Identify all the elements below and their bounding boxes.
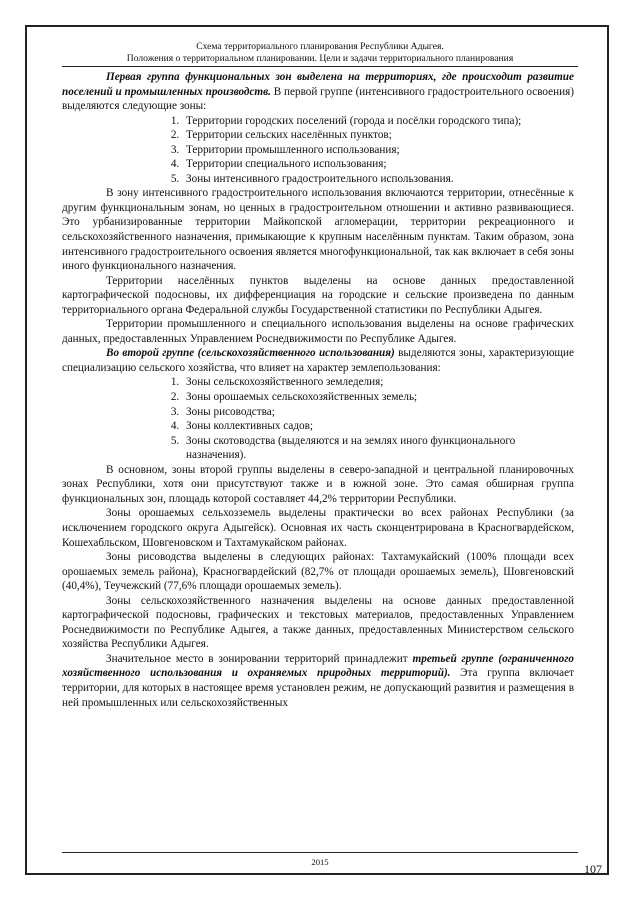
document-body bbox=[62, 70, 574, 710]
third-group-heading: третьей группе (ограниченного хозяйственного использования и охраняемых природных территорий). bbox=[62, 652, 574, 680]
first-group-intro: В первой группе (интенсивного градостроительного освоения) выделяются следующие зоны: bbox=[62, 85, 574, 113]
paragraph-industrial: Территории промышленного и специального использования выделены на основе графических данных, предоставленных Управлением Роснедвижимости по Республике Адыгея. bbox=[62, 318, 574, 345]
list-item: 3. Зоны рисоводства; bbox=[182, 405, 544, 420]
first-group-heading: Первая группа функциональных зон выделена на территориях, где происходит развитие поселений и промышленных производств. bbox=[62, 71, 574, 98]
paragraph-agricultural-sources: Зоны сельскохозяйственного назначения выделены на основе данных предоставленной картографической подосновы, графических и текстовых материалов, предоставленных Управлением Роснедвижимости по Республике Адыгея, а также данных, предоставленных Министерством сельского хозяйства Республики Адыгея. bbox=[62, 594, 574, 651]
second-group-list bbox=[62, 375, 574, 462]
list-item: 4. Зоны коллективных садов; bbox=[182, 419, 544, 434]
paragraph-third-group bbox=[62, 652, 574, 710]
paragraph-first-group bbox=[62, 70, 574, 114]
second-group-intro: выделяются зоны, характеризующие специализацию сельского хозяйства, что влияет на характер землепользования: bbox=[62, 347, 574, 374]
page-number: 107 bbox=[584, 862, 602, 876]
list-item: 5. Зоны скотоводства (выделяются и на землях иного функционального назначения). bbox=[182, 434, 544, 463]
header-title: Схема территориального планирования Республики Адыгея. bbox=[196, 41, 444, 52]
first-group-list bbox=[62, 114, 574, 187]
paragraph-intensive-zone: В зону интенсивного градостроительного использования включаются территории, отнесённые к другим функциональным зонам, но ценных в градостроительном отношении и активно развивающиеся. Это урбанизированные территории Майкопской агломерации, территории рекреационного и сельскохозяйственного назначения, примыкающие к крупным населённым пунктам. Таким образом, зона интенсивного градостроительного освоения является многофункциональной, так как включает в себя зоны иного функционального назначения. bbox=[62, 187, 574, 273]
header-subtitle: Положения о территориальном планировании. Цели и задачи территориального планирования bbox=[126, 53, 514, 64]
paragraph-second-group bbox=[62, 346, 574, 375]
header-rule bbox=[62, 66, 578, 67]
list-item: 3. Территории промышленного использования; bbox=[182, 143, 574, 158]
list-item: 2. Территории сельских населённых пунктов; bbox=[182, 128, 574, 143]
list-item: 5. Зоны интенсивного градостроительного использования. bbox=[182, 172, 574, 187]
third-group-text: Эта группа включает территории, для которых в настоящее время установлен режим, не допускающий развития и размещения в ней промышленных или сельскохозяйственных bbox=[62, 667, 574, 709]
paragraph-irrigated-lands: Зоны орошаемых сельхоззeмель выделены практически во всех районах Республики (за исключением городского округа Адыгейск). Основная их часть сконцентрирована в Красногвардейском, Кошехабльском, Шовгеновском и Тахтамукайском районах. bbox=[62, 507, 574, 549]
list-item: 1. Территории городских поселений (города и посёлки городского типа); bbox=[182, 114, 574, 129]
list-item: 1. Зоны сельскохозяйственного земледелия; bbox=[182, 375, 544, 390]
list-item: 4. Территории специального использования; bbox=[182, 157, 574, 172]
third-group-lead: Значительное место в зонировании территорий принадлежит bbox=[106, 652, 413, 665]
paragraph-rice-zones: Зоны рисоводства выделены в следующих районах: Тахтамукайский (100% площади всех орошаемых земель района), Красногвардейский (82,7% от площади орошаемых земель), Шовгеновский (40,4%), Теучежский (77,6% площади орошаемых земель). bbox=[62, 551, 574, 593]
paragraph-settlements: Территории населённых пунктов выделены на основе данных предоставленной картографической подосновы, их дифференциация на городские и сельские произведена по данным территориального органа Федеральной службы Государственной статистики по Республики Адыгея. bbox=[62, 274, 574, 316]
footer-rule bbox=[62, 852, 578, 853]
footer-year: 2015 bbox=[311, 857, 329, 867]
paragraph-second-group-location: В основном, зоны второй группы выделены в северо-западной и центральной планировочных зонах Республики, хотя они присутствуют также и в южной зоне. Это самая обширная группа функциональных зон, площадь которой составляет 44,2% территории Республики. bbox=[62, 463, 574, 505]
second-group-heading: Во второй группе (сельскохозяйственного использования) bbox=[106, 347, 395, 360]
list-item: 2. Зоны орошаемых сельскохозяйственных земель; bbox=[182, 390, 544, 405]
